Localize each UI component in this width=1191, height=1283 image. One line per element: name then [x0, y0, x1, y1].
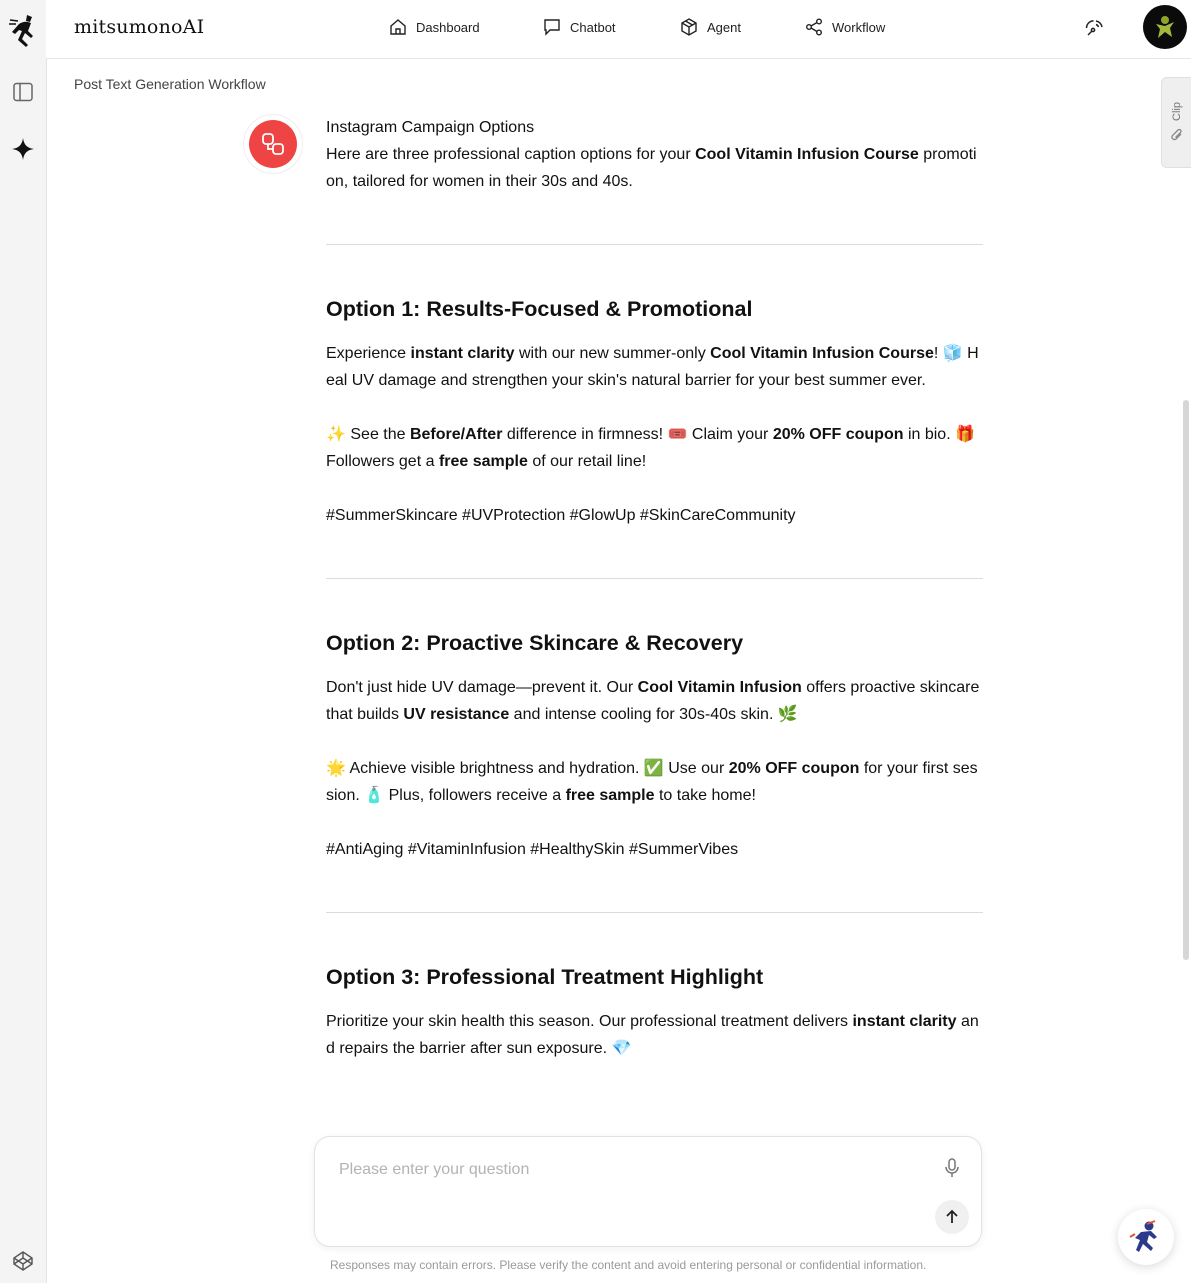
- option-2-paragraph-2: [326, 755, 983, 809]
- bold-text: UV resistance: [403, 706, 510, 723]
- nav-label: Chatbot: [570, 19, 616, 35]
- question-input-box: [314, 1136, 982, 1247]
- microphone-icon[interactable]: [943, 1157, 961, 1184]
- bold-text: instant clarity: [852, 1013, 957, 1030]
- text: with our new summer-only: [514, 345, 711, 362]
- text: ✨ See the: [326, 426, 410, 443]
- user-avatar[interactable]: [1143, 5, 1187, 49]
- text: of our retail line!: [527, 453, 647, 470]
- share-nodes-icon: [804, 17, 824, 37]
- floating-assistant-button[interactable]: [1118, 1209, 1174, 1265]
- question-input[interactable]: [337, 1157, 901, 1183]
- bold-text: Cool Vitamin Infusion: [637, 679, 802, 696]
- bold-text: 20% OFF coupon: [772, 426, 904, 443]
- nav-agent[interactable]: [679, 17, 741, 37]
- nav-chatbot[interactable]: [542, 17, 616, 37]
- broadcast-icon[interactable]: [1084, 17, 1106, 44]
- bold-text: free sample: [438, 453, 528, 470]
- nav-label: Dashboard: [416, 19, 480, 35]
- option-3-title: Option 3: Professional Treatment Highlight: [326, 965, 764, 989]
- nav-workflow[interactable]: [804, 17, 885, 37]
- left-rail: [0, 0, 47, 1283]
- bot-avatar: [243, 114, 303, 174]
- nav-dashboard[interactable]: [388, 17, 480, 37]
- arrow-up-icon: [943, 1208, 961, 1226]
- scrollbar[interactable]: [1183, 400, 1189, 960]
- nav-label: Agent: [707, 19, 741, 35]
- bold-text: free sample: [565, 787, 655, 804]
- option-3-paragraph-1: [326, 1008, 983, 1062]
- paperclip-icon: [1170, 127, 1184, 143]
- cube-icon: [679, 17, 699, 37]
- sidebar-toggle-icon[interactable]: [0, 81, 46, 103]
- chat-bubble-icon: [542, 17, 562, 37]
- text: promotion, tailored for women in their 30s and 40s.: [326, 146, 977, 190]
- message-intro: [326, 141, 983, 195]
- bold-text: Cool Vitamin Infusion Course: [710, 345, 934, 362]
- clip-tab[interactable]: [1161, 77, 1191, 168]
- option-1-title: Option 1: Results-Focused & Promotional: [326, 297, 753, 321]
- text: in bio. 🎁 Followers get a: [326, 426, 976, 470]
- bold-text: instant clarity: [410, 345, 515, 362]
- option-1-paragraph-1: [326, 340, 983, 394]
- ninja-mascot-icon: [1127, 1218, 1165, 1256]
- bold-text: 20% OFF coupon: [728, 760, 860, 777]
- brand-name: mitsumonoAI: [74, 16, 205, 38]
- text: 🌟 Achieve visible brightness and hydration. ✅ Use our: [326, 760, 729, 777]
- assistant-message: [326, 114, 983, 1062]
- text: and intense cooling for 30s-40s skin. 🌿: [509, 706, 798, 723]
- bold-text: Before/After: [409, 426, 503, 443]
- text: offers proactive skincare that builds: [326, 679, 980, 723]
- home-icon: [388, 17, 408, 37]
- text: for your first session. 🧴 Plus, followers receive a: [326, 760, 978, 804]
- text: difference in firmness! 🎟️ Claim your: [502, 426, 773, 443]
- sparkle-icon[interactable]: [0, 137, 46, 161]
- text: Experience: [326, 345, 411, 362]
- codepen-icon[interactable]: [0, 1250, 46, 1272]
- text: and repairs the barrier after sun exposure. 💎: [326, 1013, 979, 1057]
- nav-label: Workflow: [832, 19, 886, 35]
- workflow-nodes-icon: [260, 131, 286, 157]
- breadcrumb: Post Text Generation Workflow: [74, 76, 266, 92]
- text: to take home!: [654, 787, 756, 804]
- disclaimer: Responses may contain errors. Please verify the content and avoid entering personal or confidential information.: [330, 1258, 927, 1272]
- app-logo-runner-icon[interactable]: [0, 12, 46, 48]
- option-2-title: Option 2: Proactive Skincare & Recovery: [326, 631, 744, 655]
- option-1-hashtags: #SummerSkincare #UVProtection #GlowUp #SkinCareCommunity: [326, 507, 796, 524]
- message-title: Instagram Campaign Options: [326, 119, 535, 136]
- bold-text: Cool Vitamin Infusion Course: [695, 146, 919, 163]
- top-header: [46, 0, 1191, 59]
- option-2-paragraph-1: [326, 674, 983, 728]
- text: Here are three professional caption options for your: [326, 146, 696, 163]
- text: ! 🧊 Heal UV damage and strengthen your skin's natural barrier for your best summer ever.: [326, 345, 979, 389]
- option-2-hashtags: #AntiAging #VitaminInfusion #HealthySkin #SummerVibes: [326, 841, 739, 858]
- clip-label: Clip: [1170, 102, 1183, 121]
- text: Don't just hide UV damage—prevent it. Our: [326, 679, 638, 696]
- option-1-paragraph-2: [326, 421, 983, 475]
- text: Prioritize your skin health this season. Our professional treatment delivers: [326, 1013, 853, 1030]
- send-button[interactable]: [935, 1200, 969, 1234]
